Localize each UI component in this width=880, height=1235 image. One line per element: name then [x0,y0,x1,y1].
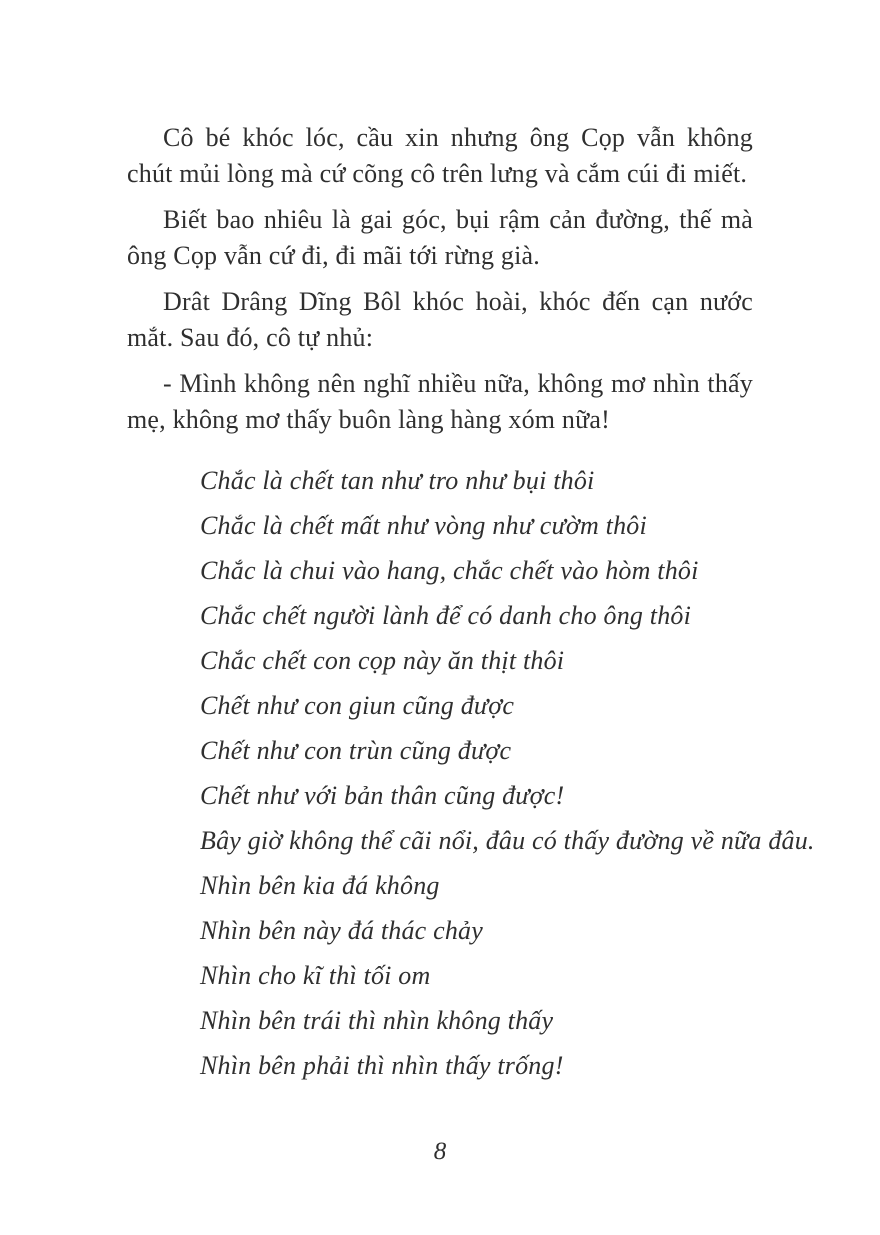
verse-line: Nhìn bên này đá thác chảy [200,916,483,945]
paragraph-3: Drât Drâng Dĩng Bôl khóc hoài, khóc đến cạn nước mắt. Sau đó, cô tự nhủ: [127,287,753,352]
verse-line: Chết như với bản thân cũng được! [200,781,565,810]
verse-line: Nhìn bên kia đá không [200,871,440,900]
verse-line: Bây giờ không thể cãi nổi, đâu có thấy đường về nữa đâu. [200,826,815,855]
verse-line: Chết như con trùn cũng được [200,736,512,765]
verse-line: Nhìn cho kĩ thì tối om [200,961,431,990]
verse-line: Chắc chết con cọp này ăn thịt thôi [200,646,565,675]
paragraph-4: - Mình không nên nghĩ nhiều nữa, không mơ nhìn thấy mẹ, không mơ thấy buôn làng hàng xóm nữa! [127,369,753,434]
paragraph-1: Cô bé khóc lóc, cầu xin nhưng ông Cọp vẫn không chút mủi lòng mà cứ cõng cô trên lưng và cắm cúi đi miết. [127,123,753,188]
verse-line: Chắc là chết mất như vòng như cườm thôi [200,511,647,540]
verse-line: Nhìn bên trái thì nhìn không thấy [200,1006,554,1035]
verse-section [200,458,815,1088]
prose-section [127,120,753,438]
verse-line: Chết như con giun cũng được [200,691,515,720]
verse-line: Chắc là chết tan như tro như bụi thôi [200,466,595,495]
page-number: 8 [433,1138,447,1165]
paragraph-2: Biết bao nhiêu là gai góc, bụi rậm cản đường, thế mà ông Cọp vẫn cứ đi, đi mãi tới rừng già. [127,205,753,270]
verse-line: Chắc là chui vào hang, chắc chết vào hòm thôi [200,556,699,585]
verse-line: Chắc chết người lành để có danh cho ông thôi [200,601,692,630]
verse-line: Nhìn bên phải thì nhìn thấy trống! [200,1051,564,1080]
